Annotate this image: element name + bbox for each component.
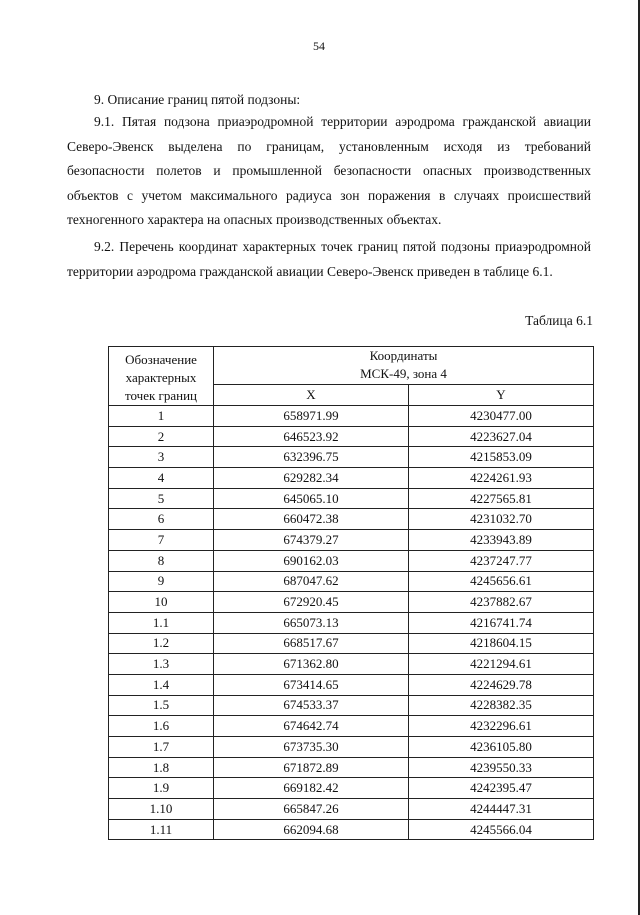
cell-y: 4224629.78 (409, 674, 594, 695)
table-row (109, 612, 594, 633)
table-row (109, 530, 594, 551)
cell-point: 3 (109, 447, 214, 468)
cell-y: 4232296.61 (409, 716, 594, 737)
table-row (109, 799, 594, 820)
table-row (109, 716, 594, 737)
cell-x: 665073.13 (214, 612, 409, 633)
header-point-line: точек границ (124, 388, 198, 403)
cell-y: 4245566.04 (409, 819, 594, 840)
header-coords-line: Координаты (369, 348, 438, 364)
cell-y: 4231032.70 (409, 509, 594, 530)
cell-y: 4221294.61 (409, 654, 594, 675)
header-point-designation (109, 347, 214, 406)
cell-y: 4244447.31 (409, 799, 594, 820)
header-coords-line: МСК-49, зона 4 (360, 366, 447, 382)
cell-x: 690162.03 (214, 550, 409, 571)
table-row (109, 737, 594, 758)
cell-y: 4242395.47 (409, 778, 594, 799)
table-row (109, 819, 594, 840)
cell-point: 1.2 (109, 633, 214, 654)
table-row (109, 488, 594, 509)
cell-point: 1 (109, 406, 214, 427)
table-row (109, 778, 594, 799)
cell-y: 4233943.89 (409, 530, 594, 551)
cell-point: 9 (109, 571, 214, 592)
table-row (109, 468, 594, 489)
table-row (109, 426, 594, 447)
cell-x: 658971.99 (214, 406, 409, 427)
cell-y: 4236105.80 (409, 737, 594, 758)
cell-point: 1.3 (109, 654, 214, 675)
paragraph-9-2 (67, 235, 591, 284)
cell-y: 4239550.33 (409, 757, 594, 778)
cell-x: 668517.67 (214, 633, 409, 654)
cell-point: 1.9 (109, 778, 214, 799)
page-number: 54 (313, 39, 325, 53)
cell-x: 632396.75 (214, 447, 409, 468)
cell-x: 665847.26 (214, 799, 409, 820)
cell-x: 674533.37 (214, 695, 409, 716)
cell-point: 1.5 (109, 695, 214, 716)
coordinates-table (108, 346, 594, 840)
cell-y: 4230477.00 (409, 406, 594, 427)
cell-point: 8 (109, 550, 214, 571)
header-point-line: Обозначение (125, 352, 197, 367)
cell-point: 1.7 (109, 737, 214, 758)
cell-x: 660472.38 (214, 509, 409, 530)
cell-x: 629282.34 (214, 468, 409, 489)
table-row (109, 592, 594, 613)
cell-y: 4245656.61 (409, 571, 594, 592)
cell-x: 674642.74 (214, 716, 409, 737)
cell-y: 4218604.15 (409, 633, 594, 654)
cell-x: 672920.45 (214, 592, 409, 613)
cell-x: 662094.68 (214, 819, 409, 840)
cell-y: 4223627.04 (409, 426, 594, 447)
paragraph-9-2-text: 9.2. Перечень координат характерных точек границ пятой подзоны приаэродромной территории аэродрома гражданской авиации Северо-Эвенск приведен в таблице 6.1. (67, 239, 591, 279)
cell-point: 1.1 (109, 612, 214, 633)
cell-x: 674379.27 (214, 530, 409, 551)
table-row (109, 674, 594, 695)
cell-x: 671362.80 (214, 654, 409, 675)
cell-point: 7 (109, 530, 214, 551)
header-x: X (214, 384, 409, 405)
cell-y: 4224261.93 (409, 468, 594, 489)
cell-x: 673414.65 (214, 674, 409, 695)
paragraph-9-1-text: 9.1. Пятая подзона приаэродромной территории аэродрома гражданской авиации Северо-Эвенск выделена по границам, установленным исходя из требований безопасности полетов и промышленной безопасности опасных производственных объектов с учетом максимального радиуса зон поражения в случаях происшествий техногенного характера на опасных производственных объектах. (67, 114, 591, 227)
table-row (109, 633, 594, 654)
paragraph-9-1 (67, 110, 591, 233)
cell-x: 673735.30 (214, 737, 409, 758)
table-row (109, 509, 594, 530)
cell-x: 687047.62 (214, 571, 409, 592)
table-row (109, 447, 594, 468)
cell-y: 4237247.77 (409, 550, 594, 571)
cell-point: 10 (109, 592, 214, 613)
table-caption: Таблица 6.1 (525, 313, 593, 328)
cell-y: 4216741.74 (409, 612, 594, 633)
table-body (109, 406, 594, 840)
header-coordinates (214, 347, 594, 385)
cell-point: 4 (109, 468, 214, 489)
table-row (109, 757, 594, 778)
cell-y: 4215853.09 (409, 447, 594, 468)
cell-x: 671872.89 (214, 757, 409, 778)
cell-y: 4228382.35 (409, 695, 594, 716)
cell-point: 1.10 (109, 799, 214, 820)
table-row (109, 695, 594, 716)
cell-y: 4237882.67 (409, 592, 594, 613)
cell-x: 669182.42 (214, 778, 409, 799)
cell-y: 4227565.81 (409, 488, 594, 509)
cell-point: 6 (109, 509, 214, 530)
table-row (109, 654, 594, 675)
cell-point: 2 (109, 426, 214, 447)
cell-point: 1.6 (109, 716, 214, 737)
cell-point: 1.4 (109, 674, 214, 695)
table-row (109, 406, 594, 427)
cell-x: 645065.10 (214, 488, 409, 509)
table-row (109, 550, 594, 571)
cell-point: 1.11 (109, 819, 214, 840)
table-row (109, 571, 594, 592)
table-header-row (109, 347, 594, 385)
cell-x: 646523.92 (214, 426, 409, 447)
cell-point: 5 (109, 488, 214, 509)
header-y: Y (409, 384, 594, 405)
section-heading: 9. Описание границ пятой подзоны: (94, 92, 301, 107)
cell-point: 1.8 (109, 757, 214, 778)
header-point-line: характерных (125, 370, 197, 385)
